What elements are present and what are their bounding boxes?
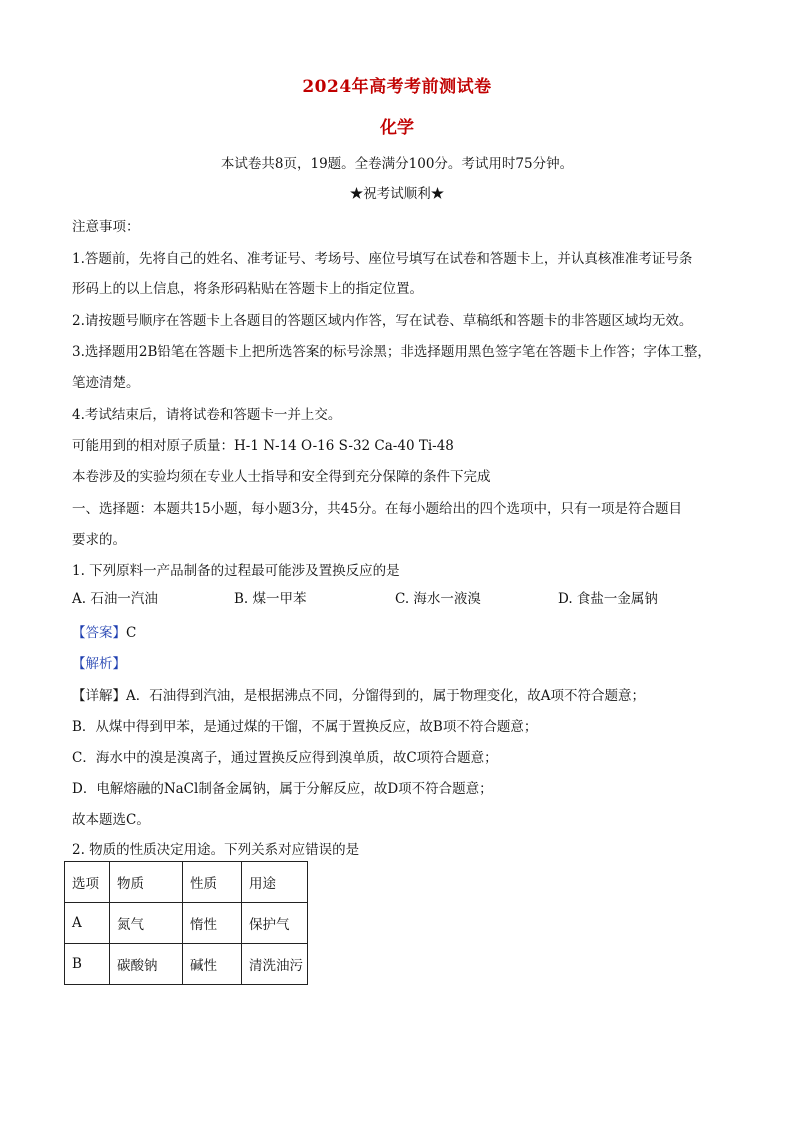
section-intro-line-2: 要求的。 — [72, 532, 126, 548]
table-header-row — [65, 862, 308, 903]
table-header-cell: 选项 — [65, 862, 110, 903]
note-3-line-1: 3.选择题用2B铅笔在答题卡上把所选答案的标号涂黑；非选择题用黑色签字笔在答题卡上作答；字体工整， — [72, 344, 711, 360]
table-cell: 清洗油污 — [242, 944, 308, 985]
note-3-line-2: 笔迹清楚。 — [72, 375, 140, 391]
option-a: A. 石油一汽油 — [72, 591, 158, 607]
answer-value: C — [126, 625, 137, 641]
table-cell: 氮气 — [110, 903, 183, 944]
note-1-line-1: 1.答题前，先将自己的姓名、准考证号、考场号、座位号填写在试卷和答题卡上，并认真核准准考证号条 — [72, 251, 693, 267]
safety-line: 本卷涉及的实验均须在专业人士指导和安全得到充分保障的条件下完成 — [72, 469, 491, 485]
detail-a — [72, 684, 645, 704]
detail-d: D．电解熔融的NaCl制备金属钠，属于分解反应，故D项不符合题意； — [72, 781, 493, 797]
option-d: D. 食盐一金属钠 — [558, 591, 658, 607]
table-cell: 惰性 — [183, 903, 242, 944]
table-cell: 保护气 — [242, 903, 308, 944]
analysis-label: 【解析】 — [72, 656, 126, 672]
question-2-table — [64, 861, 308, 985]
note-4: 4.考试结束后，请将试卷和答题卡一并上交。 — [72, 407, 342, 423]
exam-info: 本试卷共8页，19题。全卷满分100分。考试用时75分钟。 — [220, 156, 574, 172]
notes-heading: 注意事项： — [72, 219, 140, 235]
section-intro-line-1: 一、选择题：本题共15小题，每小题3分，共45分。在每小题给出的四个选项中，只有一项是符合题目 — [72, 501, 682, 517]
question-1-stem: 1. 下列原料一产品制备的过程最可能涉及置换反应的是 — [72, 563, 400, 579]
table-header-cell: 性质 — [183, 862, 242, 903]
note-1-line-2: 形码上的以上信息，将条形码粘贴在答题卡上的指定位置。 — [72, 281, 423, 297]
detail-a-text: A．石油得到汽油，是根据沸点不同，分馏得到的，属于物理变化，故A项不符合题意； — [126, 688, 645, 704]
table-cell: B — [65, 944, 110, 985]
detail-c: C．海水中的溴是溴离子，通过置换反应得到溴单质，故C项符合题意； — [72, 750, 498, 766]
option-b: B. 煤一甲苯 — [234, 591, 307, 607]
atomic-mass-line: 可能用到的相对原子质量：H-1 N-14 O-16 S-32 Ca-40 Ti-48 — [72, 438, 454, 454]
note-2: 2.请按题号顺序在答题卡上各题目的答题区域内作答，写在试卷、草稿纸和答题卡的非答题区域均无效。 — [72, 313, 693, 329]
question-2-stem: 2. 物质的性质决定用途。下列关系对应错误的是 — [72, 842, 360, 858]
detail-b: B．从煤中得到甲苯，是通过煤的干馏，不属于置换反应，故B项不符合题意； — [72, 719, 538, 735]
table-cell: A — [65, 903, 110, 944]
table-row — [65, 903, 308, 944]
exam-wish: ★祝考试顺利★ — [349, 186, 445, 202]
question-1-conclusion: 故本题选C。 — [72, 812, 150, 828]
table-header-cell: 物质 — [110, 862, 183, 903]
table-cell: 碳酸钠 — [110, 944, 183, 985]
answer-label: 【答案】 — [72, 625, 126, 641]
option-c: C. 海水一液溴 — [395, 591, 481, 607]
subject-title: 化学 — [380, 118, 414, 138]
question-1-answer — [72, 621, 136, 641]
question-1-options — [72, 587, 732, 607]
table-cell: 碱性 — [183, 944, 242, 985]
table-row — [65, 944, 308, 985]
exam-title: 2024年高考考前测试卷 — [302, 77, 492, 97]
table-header-cell: 用途 — [242, 862, 308, 903]
detail-label: 【详解】 — [72, 688, 126, 704]
